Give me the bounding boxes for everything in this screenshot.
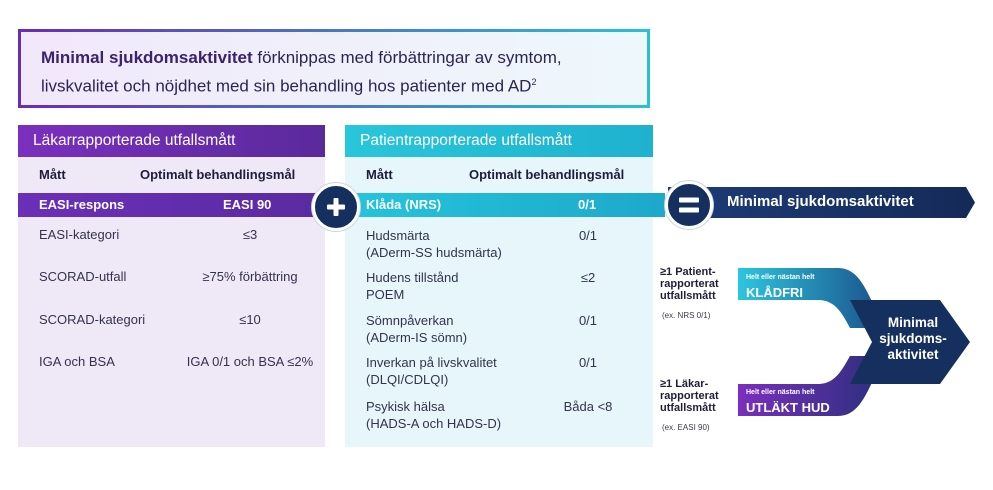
patient-row-instrument: (HADS-A och HADS-D)	[366, 416, 502, 431]
patient-highlight-measure: Klåda (NRS)	[366, 197, 442, 212]
patient-highlight-row	[345, 193, 665, 217]
outcome-label	[868, 315, 958, 363]
patient-row-target: 0/1	[578, 355, 598, 370]
physician-panel-title: Läkarrapporterade utfallsmått	[18, 125, 325, 157]
physician-highlight-target: EASI 90	[223, 197, 272, 212]
band-bottom-big: UTLÄKT HUD	[746, 400, 830, 415]
physician-panel	[18, 125, 325, 447]
physician-col-measure: Mått	[39, 167, 66, 182]
patient-row-target: 0/1	[578, 228, 598, 243]
physician-row-measure: SCORAD-utfall	[39, 269, 127, 284]
patient-row-instrument: (ADerm-IS sömn)	[366, 330, 468, 345]
outcome-line-1: Minimal	[887, 315, 939, 330]
header-rest: förknippas med förbättringar av symtom, livskvalitet och nöjdhet med sin behandling hos patienter med AD	[41, 48, 562, 96]
patient-row-name: Hudsmärta	[366, 228, 430, 243]
patient-row	[366, 269, 459, 303]
physician-row-target: IGA 0/1 och BSA ≤2%	[186, 354, 314, 369]
physician-col-target: Optimalt behandlingsmål	[140, 167, 296, 182]
physician-highlight-row	[18, 193, 325, 217]
patient-row-target: ≤2	[580, 270, 596, 285]
patient-row	[366, 354, 497, 388]
patient-row-name: Inverkan på livskvalitet	[366, 355, 497, 370]
physician-row-measure: SCORAD-kategori	[39, 312, 146, 327]
patient-row	[366, 312, 467, 346]
outcome-line-2: sjukdoms-	[879, 331, 947, 346]
physician-row-measure: IGA och BSA	[39, 354, 115, 369]
equals-icon	[665, 181, 713, 229]
band-top-small: Helt eller nästan helt	[746, 274, 815, 281]
patient-row	[366, 398, 501, 432]
physician-criterion	[660, 378, 719, 414]
patient-col-target: Optimalt behandlingsmål	[469, 167, 625, 182]
patient-criterion-example: (ex. NRS 0/1)	[662, 311, 711, 320]
physician-row-measure: EASI-kategori	[39, 227, 120, 242]
patient-criterion-l3: utfallsmått	[660, 290, 716, 302]
patient-highlight-target: 0/1	[578, 197, 597, 212]
patient-row-name: Psykisk hälsa	[366, 399, 445, 414]
patient-row-name: Hudens tillstånd	[366, 270, 459, 285]
plus-glyph	[315, 186, 357, 228]
patient-row-name: Sömnpåverkan	[366, 313, 454, 328]
patient-row-instrument: (DLQI/CDLQI)	[366, 372, 449, 387]
patient-criterion-l2: rapporterat	[660, 278, 719, 290]
physician-highlight-measure: EASI-respons	[39, 197, 125, 212]
band-bottom-small: Helt eller nästan helt	[746, 389, 815, 396]
header-text	[41, 46, 641, 99]
band-top-big: KLÅDFRI	[746, 285, 804, 300]
physician-criterion-l3: utfallsmått	[660, 402, 716, 414]
patient-row-instrument: POEM	[366, 287, 405, 302]
patient-criterion	[660, 266, 719, 302]
patient-criterion-l1: ≥1 Patient-	[660, 266, 716, 278]
physician-row-target: ≤3	[242, 227, 258, 242]
patient-col-measure: Mått	[366, 167, 393, 182]
patient-row-instrument: (ADerm-SS hudsmärta)	[366, 245, 502, 260]
patient-row	[366, 227, 502, 261]
physician-criterion-l2: rapporterat	[660, 390, 719, 402]
header-sup: 2	[531, 77, 537, 87]
outcome-line-3: aktivitet	[887, 347, 939, 362]
plus-icon	[312, 183, 360, 231]
physician-criterion-l1: ≥1 Läkar-	[660, 378, 709, 390]
header-banner	[18, 29, 650, 108]
equals-glyph	[668, 184, 710, 226]
physician-criterion-example: (ex. EASI 90)	[662, 423, 710, 432]
header-bold: Minimal sjukdomsaktivitet	[41, 48, 253, 67]
result-label: Minimal sjukdomsaktivitet	[727, 193, 914, 210]
physician-row-target: ≤10	[239, 312, 261, 327]
patient-row-target: 0/1	[578, 313, 598, 328]
patient-row-target: Båda <8	[563, 399, 613, 414]
patient-panel-title: Patientrapporterade utfallsmått	[345, 125, 653, 157]
physician-row-target: ≥75% förbättring	[202, 269, 298, 284]
